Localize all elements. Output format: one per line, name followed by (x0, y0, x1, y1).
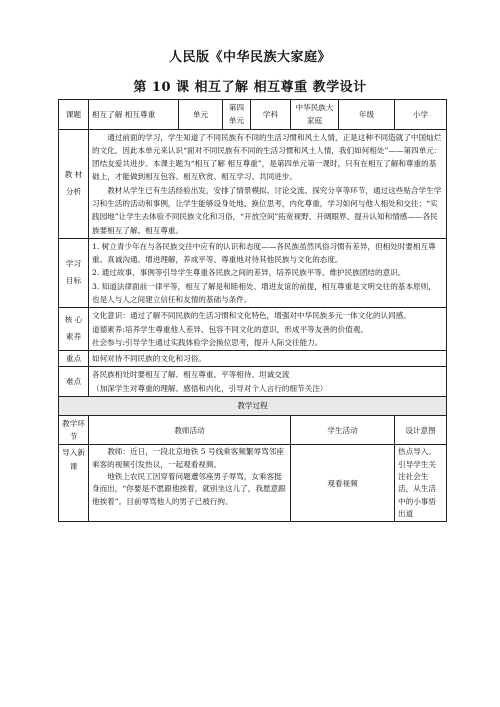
goals-label-line-2: 目标 (65, 276, 82, 286)
analysis-content (89, 129, 447, 238)
literacy-label-line-2: 素养 (65, 332, 82, 342)
goals-label-line-1: 学习 (65, 259, 82, 269)
design-intent: 热点导入。引导学生关注社会生活，从生活中的小事悟出道 (395, 445, 447, 522)
teacher-paragraph-1: 教师：近日，一段北京地铁 5 号线乘客频繁辱骂邻座乘客的视频引发热议，一起观看视频。 (92, 447, 284, 469)
analysis-label-line-2: 分析 (65, 186, 82, 196)
key-value: 如何对待不同民族的文化和习俗。 (89, 351, 447, 367)
stage-cell: 导入新课 (59, 445, 89, 522)
literacy-row (59, 308, 447, 351)
subject-value: 中华民族大家庭 (291, 100, 339, 130)
analysis-label-line-1: 教 材 (64, 169, 83, 179)
key-row (59, 351, 447, 367)
analysis-paragraph-2: 教材从学生已有生活经验出发，安排了情景模拟、讨论交流、探究分享等环节，通过这些贴合学生学习和生活的活动和事例，让学生能够设身处地、换位思考，内化尊重，学习如何与他人相处和交往；“实践园地”让学生去体验不同民族文化和习俗，“开放空间”拓宽视野、开阔眼界、提升认知和情感——各民族要相互了解、相互尊重。 (92, 185, 442, 235)
goal-item-2: 2. 通过故事、事例等引导学生尊重各民族之间的差异，培养民族平等、维护民族团结的意识。 (92, 268, 406, 278)
unit-label-text: 单元 (192, 109, 209, 119)
literacy-item-1: 文化意识：通过了解不同民族的生活习惯和文化特色，增强对中华民族多元一体文化的认同感。 (92, 311, 411, 321)
key-label: 重点 (59, 351, 89, 367)
grade-value: 小学 (395, 100, 447, 130)
goal-item-1: 1. 树立青少年在与各民族交往中应有的认识和态度——各民族虽然风俗习惯有差异，但相处时要相互尊重、真诚沟通、增进理解，养成平等、尊重地对待其他民族与文化的态度。 (92, 241, 436, 265)
col-design-header: 设计意图 (395, 415, 447, 445)
literacy-item-3: 社会参与:引导学生通过实践体验学会换位思考，提升人际交往能力。 (92, 337, 323, 347)
literacy-label (59, 308, 89, 351)
difficulty-line-2: （加深学生对尊重的理解、感悟和内化，引导对个人言行的细节关注） (92, 383, 328, 393)
unit-label-cell (179, 100, 223, 130)
goals-label (59, 238, 89, 307)
col-teacher-header: 教师活动 (89, 415, 291, 445)
goal-item-3: 3. 知道法律面前一律平等，相互了解是和睦相处、增进友谊的前提，相互尊重是文明交往的基本原则，也是人与人之间建立信任和友情的基础与条件。 (92, 281, 436, 304)
teacher-paragraph-2: 地铁上农民工因穿着问题遭邻座男子辱骂，女乘客挺身而出，“你要是不愿跟他挨着，就别坐这儿了，我愿意跟他挨着”。目前辱骂他人的男子已被行拘。 (92, 472, 286, 506)
goals-row (59, 238, 447, 307)
analysis-paragraph-1: 通过前面的学习，学生知道了不同民族有不同的生活习惯和风土人情，正是这种不同造就了中国灿烂的文化，因此本单元来认识“面对不同民族有不同的生活习惯和风土人情，我们如何相处”——第四单元：团结友爱共进步。本课主题为“相互了解 相互尊重”，是第四单元第一课时，只有在相互了解和尊重的基础上，才能做到相互包容、相互欣赏、相互学习、共同进步。 (92, 132, 442, 182)
topic-label: 课题 (59, 100, 89, 130)
literacy-content (89, 308, 447, 351)
info-row (59, 100, 447, 130)
analysis-row (59, 129, 447, 238)
literacy-label-line-1: 核 心 (64, 315, 83, 325)
student-activity: 观看视频 (291, 445, 395, 522)
difficulty-label: 难点 (59, 367, 89, 397)
teacher-activity (89, 445, 291, 522)
lesson-plan-table (58, 99, 447, 522)
difficulty-row (59, 367, 447, 397)
process-row-intro (59, 445, 447, 522)
col-stage-header: 教学环节 (59, 415, 89, 445)
difficulty-content (89, 367, 447, 397)
process-title-row (59, 396, 447, 415)
col-student-header: 学生活动 (291, 415, 395, 445)
difficulty-line-1: 各民族相处时要相互了解、相互尊重、平等相待、坦诚交流 (92, 370, 290, 380)
process-title: 教学过程 (59, 396, 447, 415)
lesson-title: 第 10 课 相互了解 相互尊重 教学设计 (133, 80, 367, 95)
analysis-label (59, 129, 89, 238)
process-header-row (59, 415, 447, 445)
topic-value: 相互了解 相互尊重 (89, 100, 179, 130)
goals-content (89, 238, 447, 307)
literacy-item-2: 道德素养:培养学生尊重他人差异、包容不同文化的意识，形成平等友善的价值观。 (92, 324, 368, 334)
document-title: 人民版《中华民族大家庭》 (168, 50, 331, 65)
subject-label: 学科 (251, 100, 291, 130)
unit-value: 第四单元 (223, 100, 251, 130)
grade-label: 年级 (339, 100, 395, 130)
